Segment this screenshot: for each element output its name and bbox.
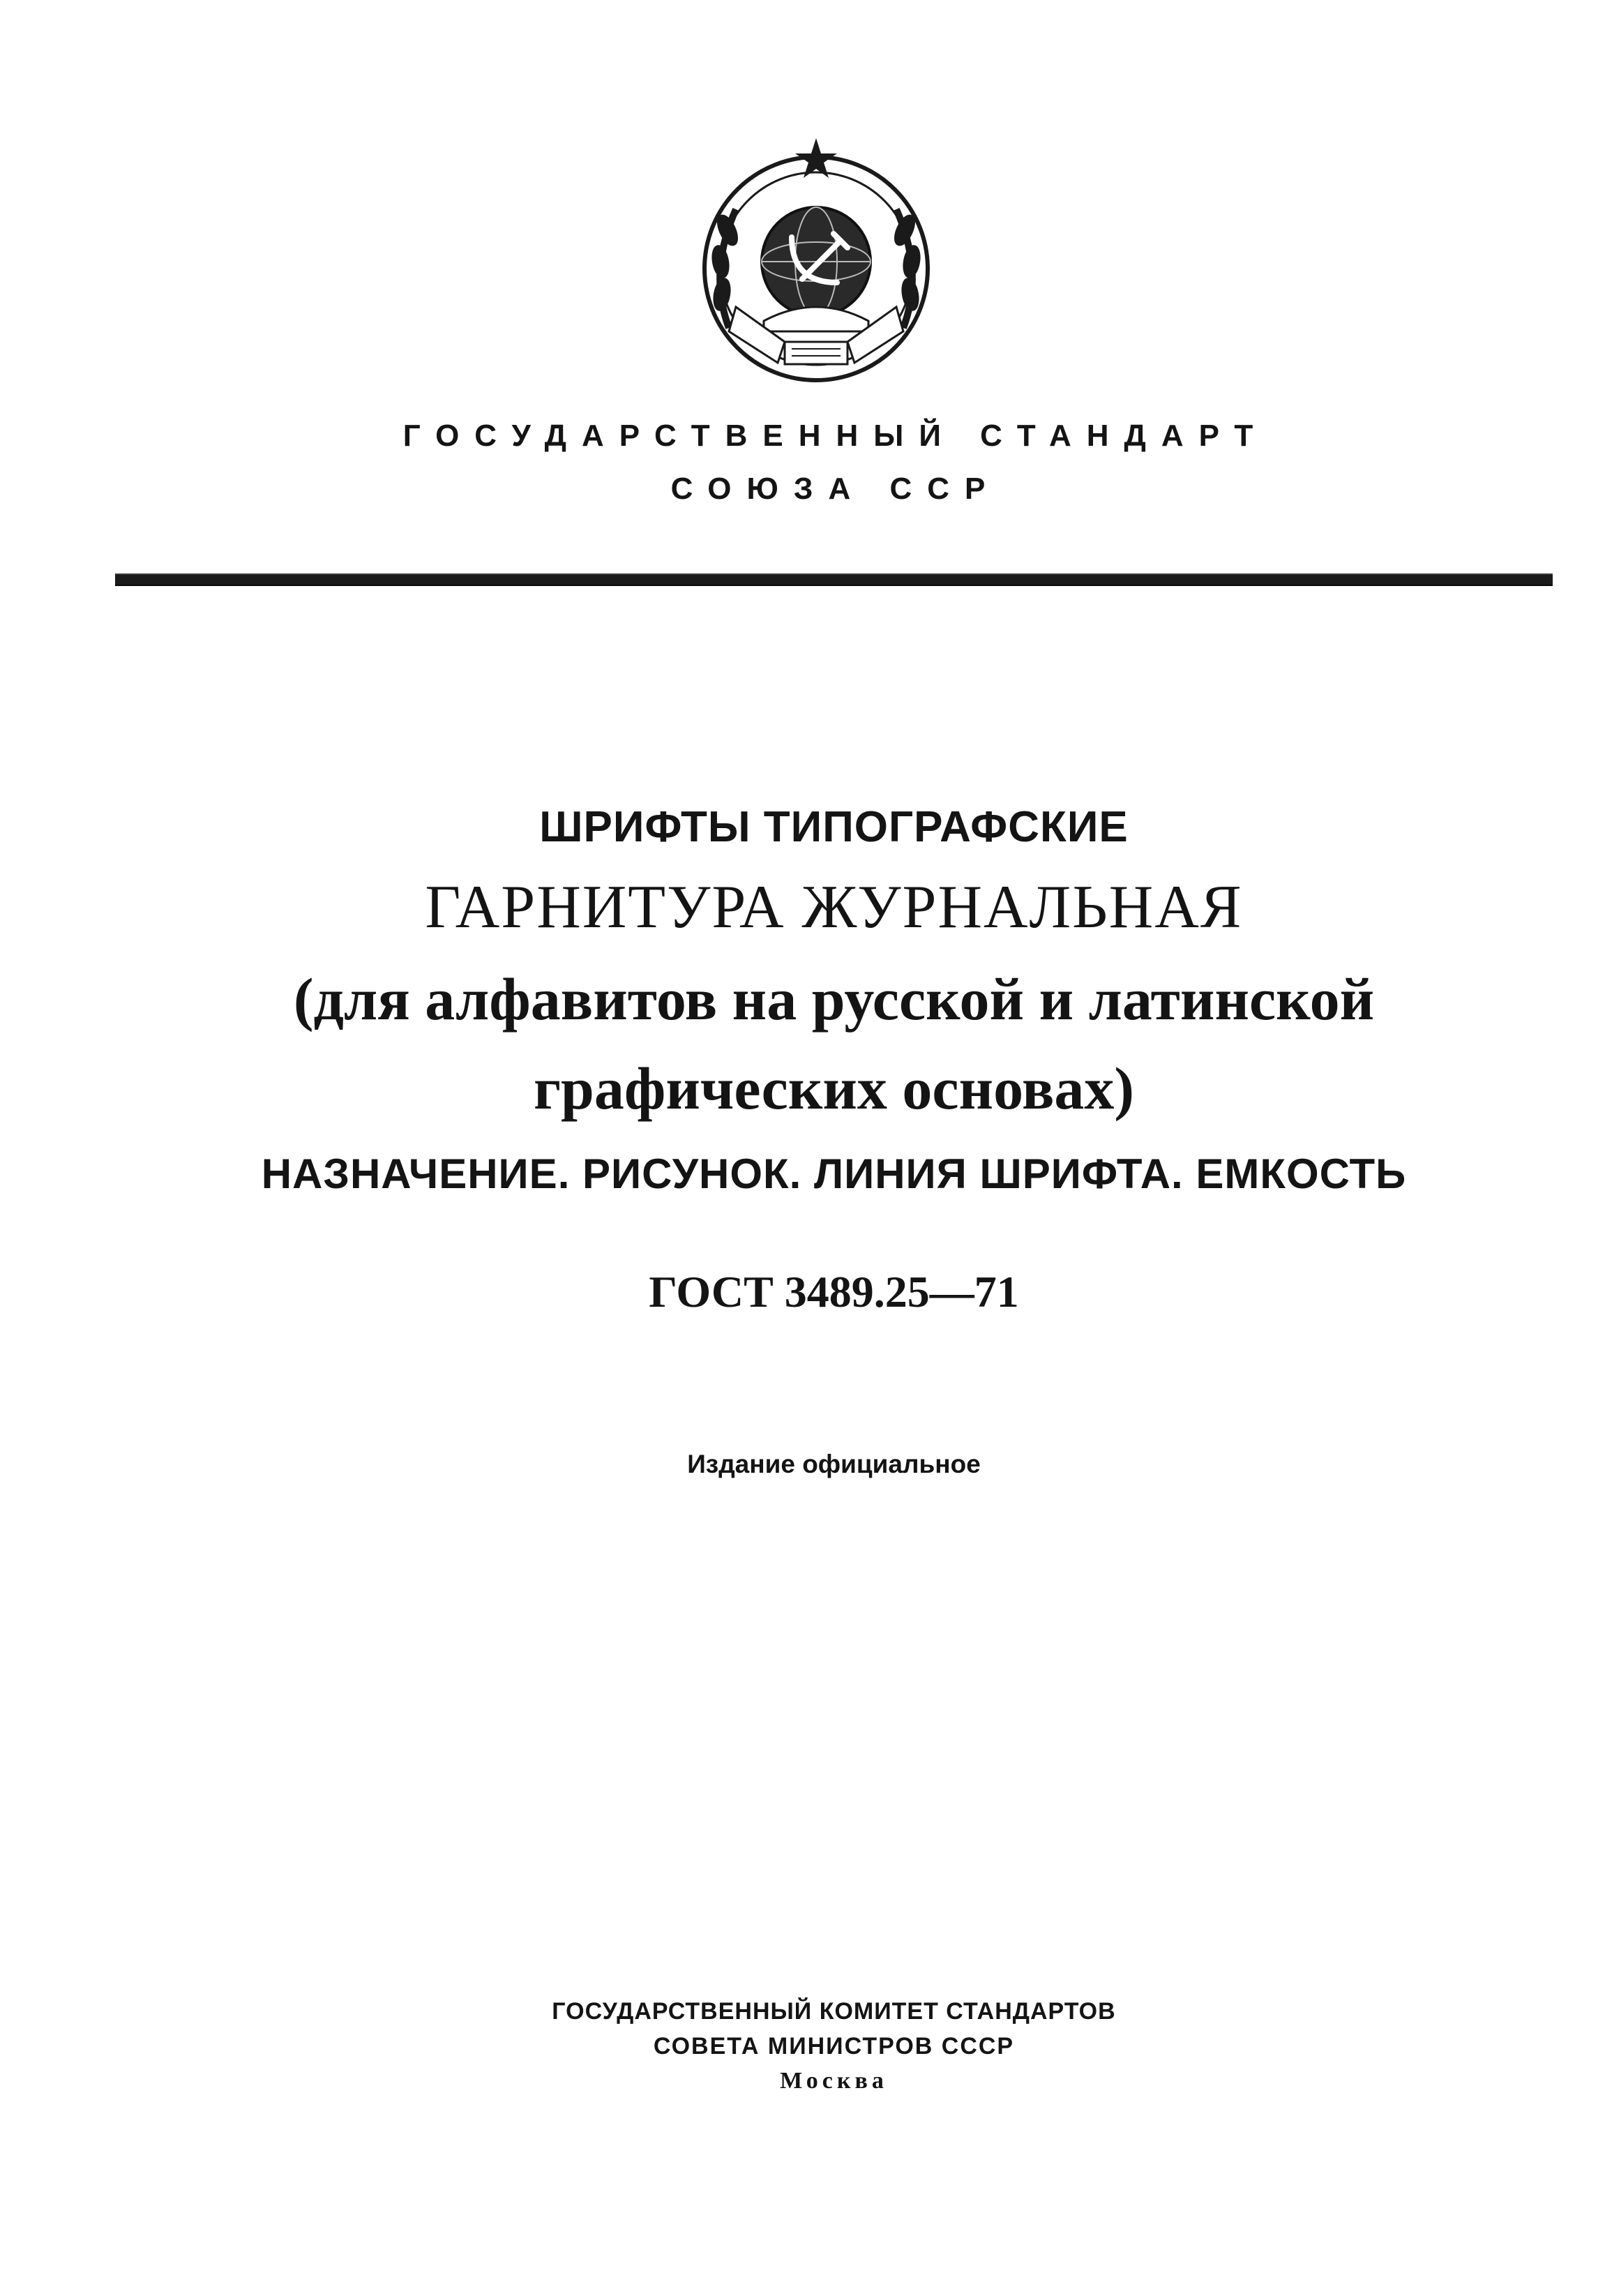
title-line-5: НАЗНАЧЕНИЕ. РИСУНОК. ЛИНИЯ ШРИФТА. ЕМКОСТЬ	[261, 1150, 1407, 1197]
standard-header-line-2: СОЮЗА ССР	[670, 472, 1001, 506]
gost-number: ГОСТ 3489.25—71	[649, 1267, 1019, 1316]
publisher-line-2: СОВЕТА МИНИСТРОВ СССР	[653, 2033, 1015, 2059]
header-divider	[115, 573, 1553, 586]
title-line-2: ГАРНИТУРА ЖУРНАЛЬНАЯ	[425, 873, 1243, 941]
standard-header-line-1: ГОСУДАРСТВЕННЫЙ СТАНДАРТ	[402, 419, 1269, 453]
title-line-3: (для алфавитов на русской и латинской	[293, 966, 1375, 1033]
ussr-state-emblem-icon	[687, 133, 945, 391]
title-line-1: ШРИФТЫ ТИПОГРАФСКИЕ	[539, 803, 1129, 851]
edition-label: Издание официальное	[687, 1450, 981, 1478]
title-line-4: графических основах)	[533, 1055, 1135, 1122]
publisher-line-1: ГОСУДАРСТВЕННЫЙ КОМИТЕТ СТАНДАРТОВ	[552, 1998, 1116, 2025]
publisher-city: Москва	[780, 2068, 888, 2094]
